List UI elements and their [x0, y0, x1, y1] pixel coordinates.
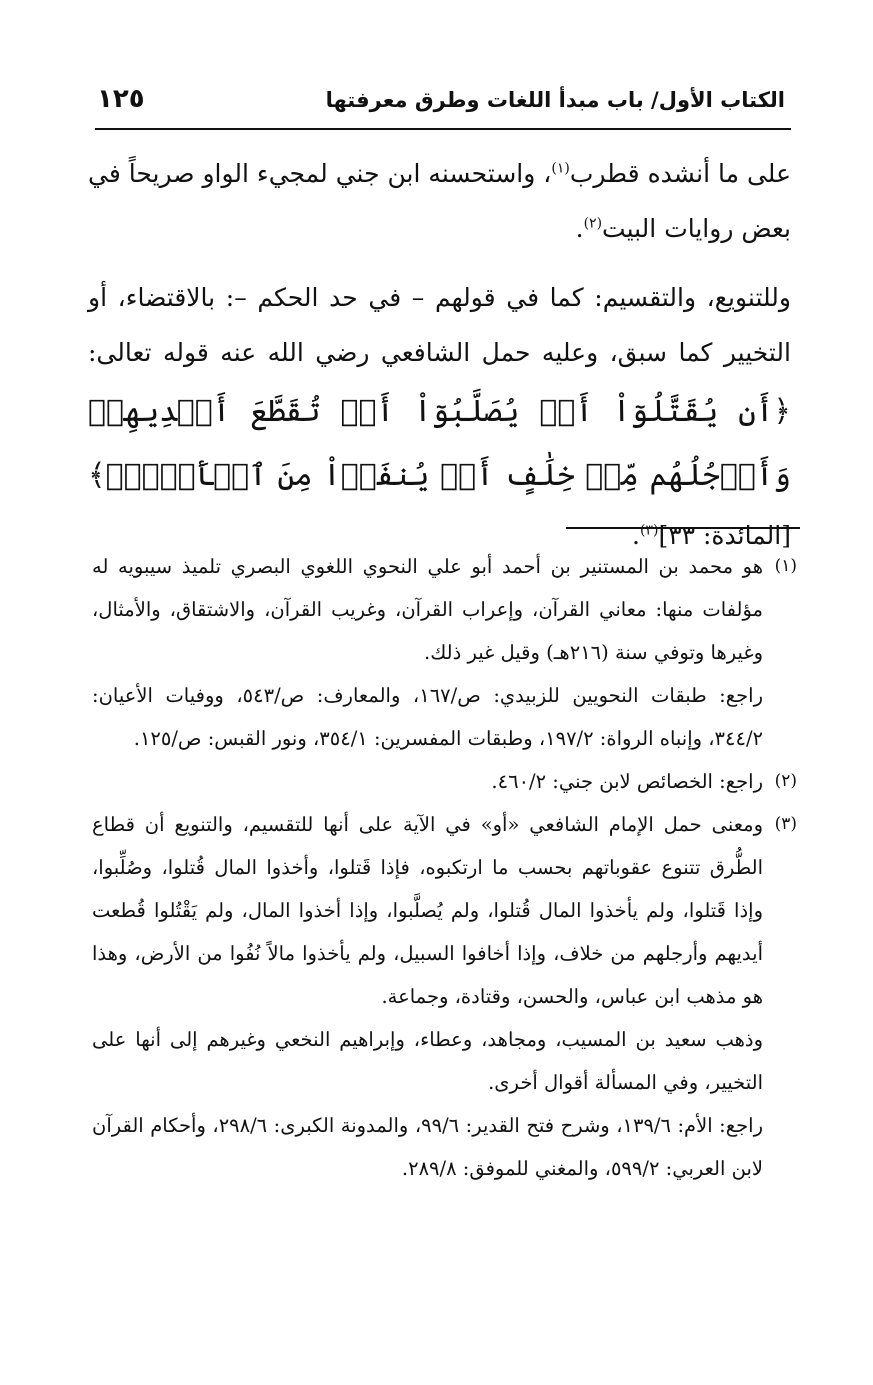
paragraph-1-cont: ، واستحسنه ابن جني لمجيء الواو صريحاً في بعض روايات البيت [88, 159, 791, 243]
footnote-text: هو محمد بن المستنير بن أحمد أبو علي النحوي اللغوي البصري تلميذ سيبويه له مؤلفات منها: معاني القرآن، وإعراب القرآن، وغريب القرآن، والاشتقاق، والأمثال، وغيرها وتوفي سنة (٢١٦هـ) وقيل غير ذلك. [92, 555, 763, 664]
footnote-ref-1: (١) [551, 160, 570, 177]
footnote-ref-2: (٢) [583, 215, 603, 232]
footnote-number: (٣) [774, 814, 797, 834]
quran-verse: ﴿أَن يُقَتَّلُوٓاْ أَوۡ يُصَلَّبُوٓاْ أَوۡ تُقَطَّعَ أَيۡدِيهِمۡ وَأَرۡجُلُهُم مِّنۡ خِلَٰفٍ أَوۡ يُنفَوۡاْ مِنَ ٱلۡأَرۡضِۚ﴾ [88, 394, 791, 493]
paragraph-2-end: . [632, 521, 640, 550]
paragraph-1 [88, 146, 791, 256]
footnote-text: ومعنى حمل الإمام الشافعي «أو» في الآية على أنها للتقسيم، والتنويع أن قطاع الطُّرق تتنوع عقوباتهم بحسب ما ارتكبوه، فإذا قَتلوا، وأخذوا المال قُتلوا، وصُلِّبوا، وإذا قَتلوا، ولم يأخذوا المال قُتلوا، ولم يُصلَّبوا، وإذا أخذوا المال، ولم يَقْتُلوا قُطعت أيديهم وأرجلهم من خلاف، وإذا أخافوا السبيل، ولم يأخذوا مالاً نُفُوا من الأرض، وهذا هو مذهب ابن عباس، والحسن، وقتادة، وجماعة. [92, 813, 763, 1008]
footnote-1 [92, 545, 797, 674]
footnote-ref-3: (٣) [639, 522, 659, 539]
footnote-2 [92, 760, 797, 803]
footnote-text: راجع: الأم: ١٣٩/٦، وشرح فتح القدير: ٩٩/٦، والمدونة الكبرى: ٢٩٨/٦، وأحكام القرآن لابن العربي: ٥٩٩/٢، والمغني للموفق: ٢٨٩/٨. [92, 1114, 763, 1180]
main-text [88, 146, 791, 563]
footnote-separator [566, 527, 800, 529]
paragraph-2 [88, 270, 791, 563]
quran-reference: [المائدة: ٣٣] [658, 521, 791, 550]
page-number: ١٢٥ [97, 84, 145, 114]
footnote-number: (٢) [774, 771, 797, 791]
footnote-text: وذهب سعيد بن المسيب، ومجاهد، وعطاء، وإبراهيم النخعي وغيرهم إلى أنها على التخيير، وفي المسألة أقوال أخرى. [92, 1028, 763, 1094]
paragraph-1-end: . [575, 214, 584, 243]
footnote-text: راجع: الخصائص لابن جني: ٤٦٠/٢. [491, 770, 763, 793]
footnote-3-continuation [92, 1018, 797, 1104]
footnote-3-references [92, 1104, 797, 1190]
paragraph-1-text: على ما أنشده قطرب [569, 159, 791, 188]
footnotes [92, 545, 797, 1190]
footnote-1-continuation [92, 674, 797, 760]
footnote-3 [92, 803, 797, 1018]
footnote-text: راجع: طبقات النحويين للزبيدي: ص/١٦٧، والمعارف: ص/٥٤٣، ووفيات الأعيان: ٣٤٤/٢، وإنباه الرواة: ١٩٧/٢، وطبقات المفسرين: ٣٥٤/١، ونور القبس: ص/١٢٥. [92, 684, 764, 750]
footnote-number: (١) [774, 556, 797, 576]
running-header [95, 82, 791, 130]
chapter-title: الكتاب الأول/ باب مبدأ اللغات وطرق معرفتها [325, 88, 785, 112]
paragraph-2-text: وللتنويع، والتقسيم: كما في قولهم – في حد الحكم –: بالاقتضاء، أو التخيير كما سبق، وعليه حمل الشافعي رضي الله عنه قوله تعالى: [88, 283, 791, 367]
